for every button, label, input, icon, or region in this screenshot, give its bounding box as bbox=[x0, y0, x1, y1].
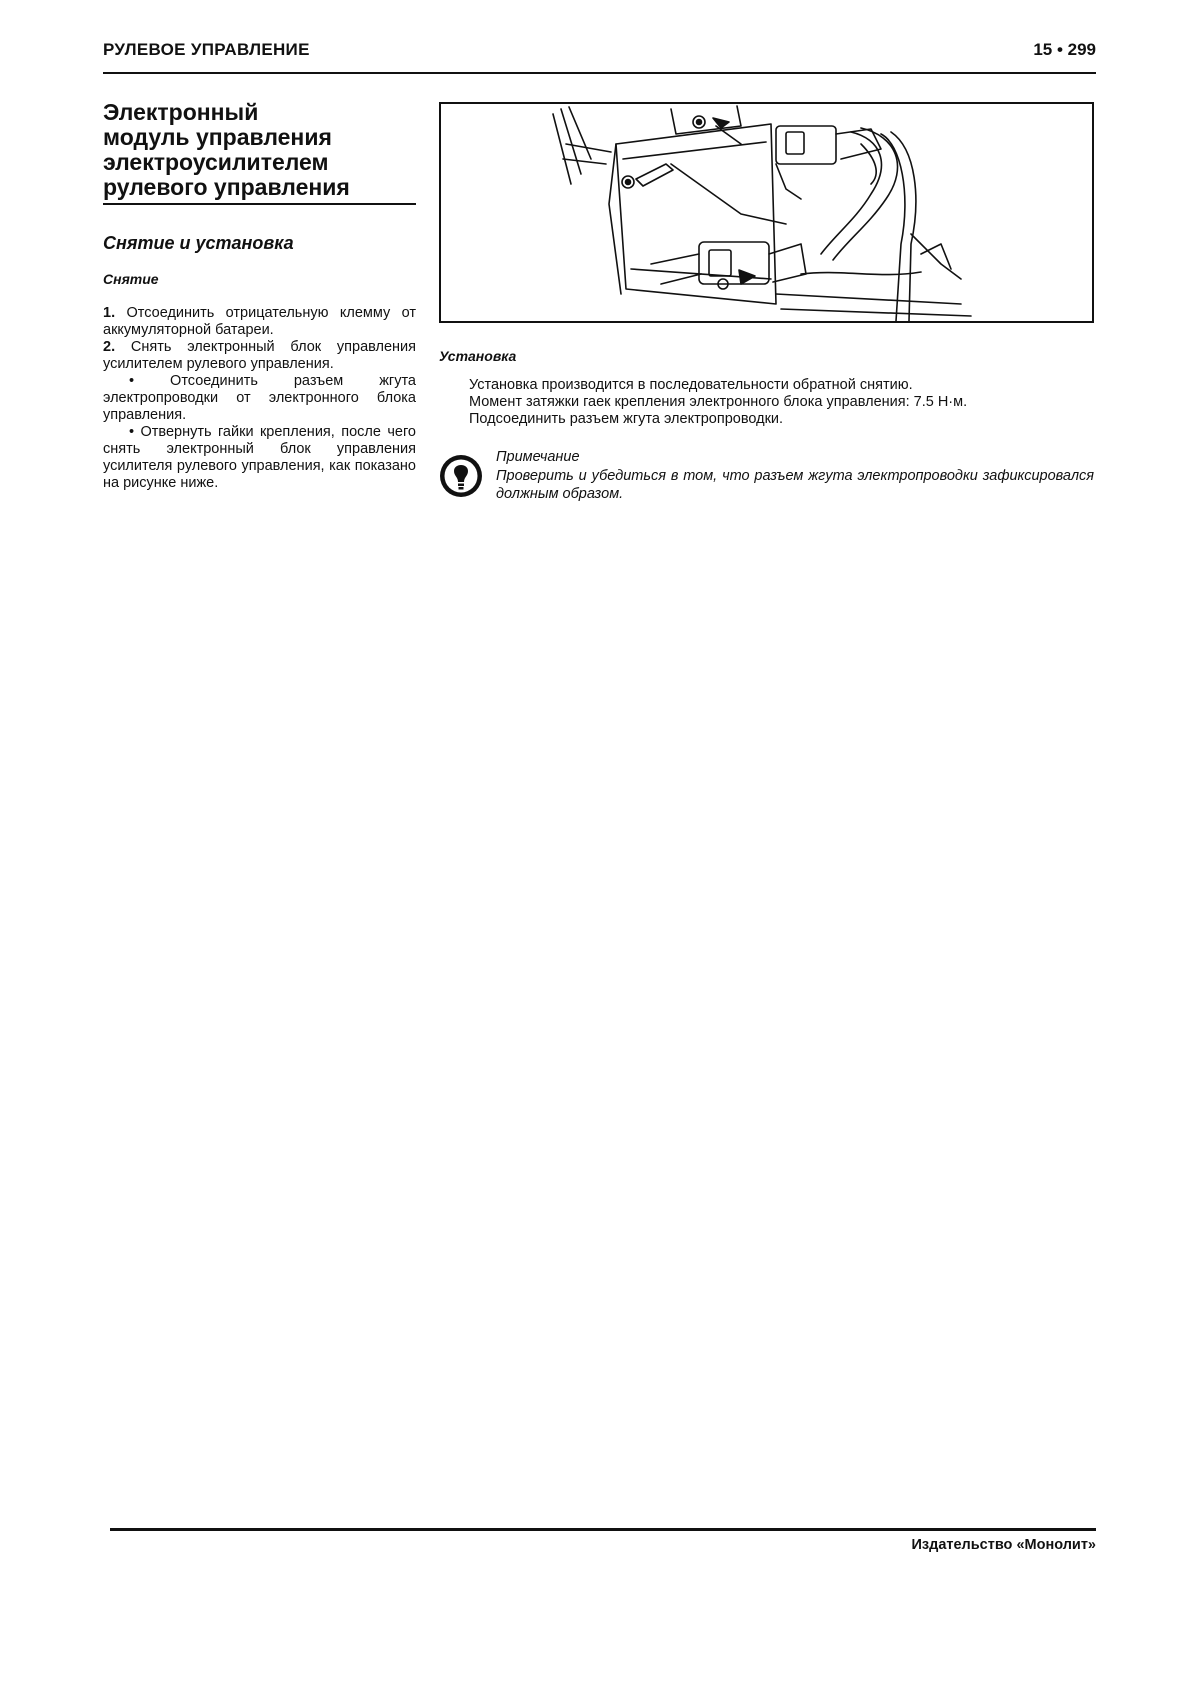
removal-step-1 bbox=[103, 305, 416, 339]
installation-line: Момент затяжки гаек крепления электронного блока управления: 7.5 Н·м. bbox=[469, 394, 968, 410]
removal-heading: Снятие bbox=[103, 271, 159, 287]
installation-text bbox=[469, 377, 1094, 428]
right-column bbox=[439, 348, 1094, 428]
ecu-figure bbox=[439, 102, 1094, 323]
title-line: рулевого управления bbox=[103, 174, 350, 200]
removal-bullet-2: • Отвернуть гайки крепления, после чего снять электронный блок управления усилителя рулевого управления, как показано на рисунке ниже. bbox=[103, 424, 416, 491]
note-box bbox=[439, 449, 1094, 509]
left-column bbox=[103, 100, 416, 492]
title-line: модуль управления bbox=[103, 124, 332, 150]
removal-step-2 bbox=[103, 339, 416, 373]
step-text: Снять электронный блок управления усилителем рулевого управления. bbox=[103, 339, 416, 372]
removal-bullet-1: • Отсоединить разъем жгута электропроводки от электронного блока управления. bbox=[103, 373, 416, 423]
installation-heading: Установка bbox=[439, 348, 517, 364]
page-number: 15 • 299 bbox=[1033, 40, 1096, 59]
publisher: Издательство «Монолит» bbox=[911, 1537, 1096, 1553]
running-head bbox=[103, 40, 1096, 66]
header-rule bbox=[103, 72, 1096, 74]
note-text: Проверить и убедиться в том, что разъем жгута электропроводки зафиксировался должным образом. bbox=[496, 468, 1094, 502]
title-rule bbox=[103, 203, 416, 205]
step-number: 2. bbox=[103, 339, 116, 355]
note-label: Примечание bbox=[496, 449, 580, 465]
footer-rule bbox=[110, 1528, 1096, 1531]
installation-line: Установка производится в последовательности обратной снятию. bbox=[469, 377, 913, 393]
lightbulb-icon bbox=[439, 454, 483, 498]
installation-line: Подсоединить разъем жгута электропроводки. bbox=[469, 411, 784, 427]
title-line: Электронный bbox=[103, 99, 259, 125]
step-number: 1. bbox=[103, 305, 116, 321]
section-name: РУЛЕВОЕ УПРАВЛЕНИЕ bbox=[103, 40, 310, 59]
ecu-illustration bbox=[441, 104, 1092, 321]
subtitle: Снятие и установка bbox=[103, 233, 294, 253]
title-line: электроусилителем bbox=[103, 149, 329, 175]
article-title bbox=[103, 100, 416, 200]
step-text: Отсоединить отрицательную клемму от аккумуляторной батареи. bbox=[103, 305, 416, 338]
